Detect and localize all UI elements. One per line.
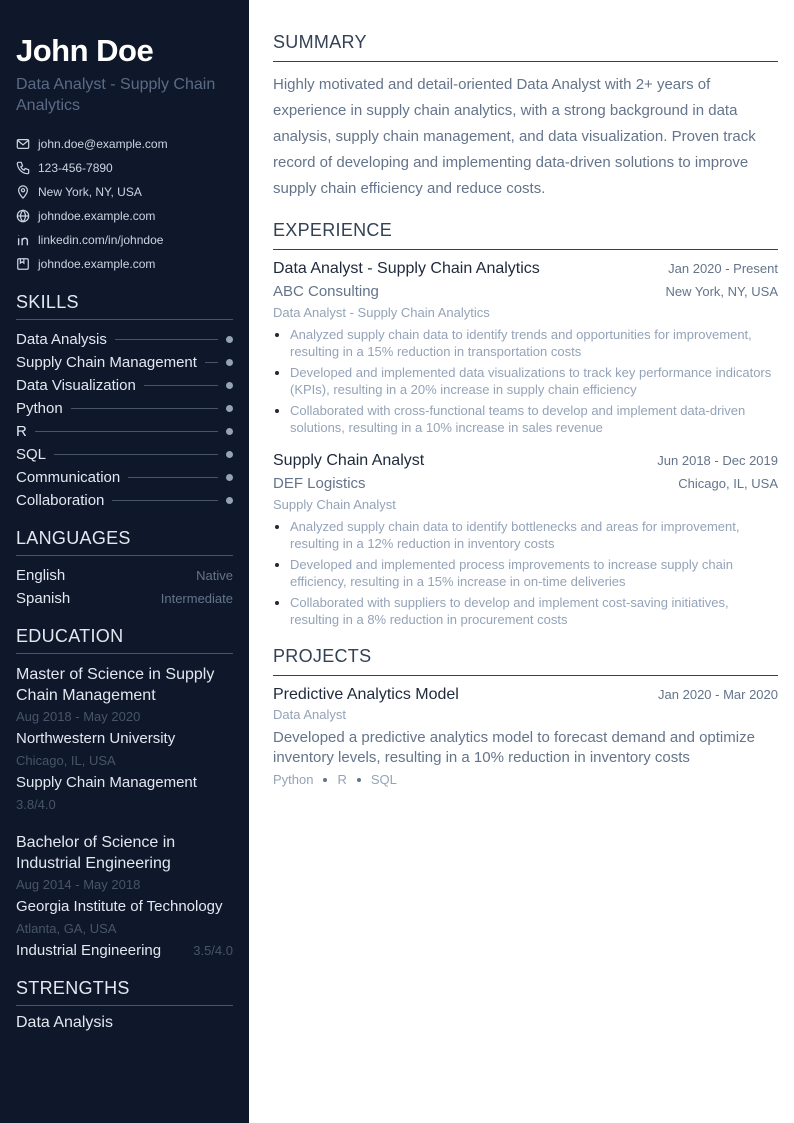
skill-item bbox=[16, 466, 233, 489]
contact-text: 123-456-7890 bbox=[38, 161, 113, 175]
project-tag: Python bbox=[273, 772, 314, 787]
education-dates: Aug 2014 - May 2018 bbox=[16, 877, 141, 892]
tag-separator bbox=[323, 778, 327, 782]
skill-dot bbox=[226, 497, 233, 504]
project-description: Developed a predictive analytics model to forecast demand and optimize inventory levels, resulting in a 10% reduction in inventory costs bbox=[273, 729, 755, 766]
job-bullet: Collaborated with suppliers to develop and implement cost-saving initiatives, resulting in a 8% reduction in procurement costs bbox=[273, 594, 778, 628]
skills-heading: SKILLS bbox=[16, 292, 233, 320]
skill-item bbox=[16, 397, 233, 420]
education-field-row bbox=[16, 940, 233, 962]
job-bullet: Developed and implemented process improvements to increase supply chain efficiency, resulting in a 15% increase in on-time deliveries bbox=[273, 556, 778, 590]
education-degree: Bachelor of Science in Industrial Engineering bbox=[16, 834, 176, 872]
education-field: Industrial Engineering bbox=[16, 942, 162, 959]
experience-entry bbox=[273, 258, 778, 436]
project-tags bbox=[273, 772, 778, 787]
skill-item bbox=[16, 351, 233, 374]
education-degree: Master of Science in Supply Chain Management bbox=[16, 666, 215, 704]
contact-text: john.doe@example.com bbox=[38, 137, 168, 151]
education-heading: EDUCATION bbox=[16, 626, 233, 654]
skill-item bbox=[16, 489, 233, 512]
job-title: Data Analyst - Supply Chain Analytics bbox=[273, 260, 540, 277]
project-entry bbox=[273, 684, 778, 787]
skill-dot bbox=[226, 405, 233, 412]
contact-list bbox=[16, 132, 241, 276]
project-title: Predictive Analytics Model bbox=[273, 686, 459, 703]
phone-icon bbox=[16, 161, 30, 175]
project-dates: Jan 2020 - Mar 2020 bbox=[658, 687, 778, 702]
contact-email[interactable] bbox=[16, 132, 241, 156]
education-gpa: 3.8/4.0 bbox=[16, 797, 56, 812]
contact-text: New York, NY, USA bbox=[38, 185, 142, 199]
job-bullets bbox=[273, 518, 778, 628]
email-icon bbox=[16, 137, 30, 151]
language-level: Native bbox=[196, 568, 233, 583]
job-bullet: Collaborated with cross-functional teams to develop and implement data-driven solutions, resulting in a 10% increase in sales revenue bbox=[273, 402, 778, 436]
main-content bbox=[273, 32, 778, 787]
skill-label: Supply Chain Management bbox=[16, 354, 197, 371]
contact-location bbox=[16, 180, 241, 204]
skill-divider bbox=[128, 477, 218, 478]
projects-heading: PROJECTS bbox=[273, 646, 778, 676]
linkedin-icon bbox=[16, 233, 30, 247]
skill-dot bbox=[226, 336, 233, 343]
skill-divider bbox=[144, 385, 218, 386]
job-location: New York, NY, USA bbox=[665, 284, 778, 299]
education-school: Northwestern University bbox=[16, 730, 176, 747]
education-field: Supply Chain Management bbox=[16, 774, 197, 791]
language-name: English bbox=[16, 567, 66, 584]
summary-section bbox=[273, 32, 778, 202]
contact-website[interactable] bbox=[16, 204, 241, 228]
experience-section bbox=[273, 220, 778, 628]
job-title: Supply Chain Analyst bbox=[273, 452, 425, 469]
candidate-title: Data Analyst - Supply Chain Analytics bbox=[16, 76, 216, 114]
project-role: Data Analyst bbox=[273, 707, 346, 722]
skill-dot bbox=[226, 474, 233, 481]
contact-text: linkedin.com/in/johndoe bbox=[38, 233, 164, 247]
skill-label: Data Analysis bbox=[16, 331, 107, 348]
skill-divider bbox=[112, 500, 218, 501]
skills-list bbox=[16, 328, 241, 512]
education-location: Atlanta, GA, USA bbox=[16, 921, 117, 936]
skill-divider bbox=[71, 408, 218, 409]
candidate-name: John Doe bbox=[16, 33, 154, 68]
education-dates: Aug 2018 - May 2020 bbox=[16, 709, 141, 724]
education-entry bbox=[16, 664, 233, 816]
skill-item bbox=[16, 328, 233, 351]
strength-item: Data Analysis bbox=[16, 1014, 113, 1031]
job-subtitle: Data Analyst - Supply Chain Analytics bbox=[273, 305, 490, 320]
location-icon bbox=[16, 185, 30, 199]
skill-label: Python bbox=[16, 400, 63, 417]
skill-item bbox=[16, 374, 233, 397]
language-level: Intermediate bbox=[160, 591, 233, 606]
education-gpa: 3.5/4.0 bbox=[193, 943, 233, 958]
skill-divider bbox=[205, 362, 218, 363]
contact-linkedin[interactable] bbox=[16, 228, 241, 252]
contact-portfolio[interactable] bbox=[16, 252, 241, 276]
language-item bbox=[16, 587, 233, 610]
languages-heading: LANGUAGES bbox=[16, 528, 233, 556]
experience-heading: EXPERIENCE bbox=[273, 220, 778, 250]
skill-divider bbox=[115, 339, 218, 340]
skill-divider bbox=[35, 431, 218, 432]
skill-label: R bbox=[16, 423, 27, 440]
skill-dot bbox=[226, 382, 233, 389]
skill-dot bbox=[226, 451, 233, 458]
job-company: DEF Logistics bbox=[273, 475, 366, 492]
skill-divider bbox=[54, 454, 218, 455]
skill-dot bbox=[226, 359, 233, 366]
job-subtitle: Supply Chain Analyst bbox=[273, 497, 396, 512]
skill-label: SQL bbox=[16, 446, 47, 463]
job-bullet: Analyzed supply chain data to identify trends and opportunities for improvement, resulting in a 15% reduction in transportation costs bbox=[273, 326, 778, 360]
skill-label: Data Visualization bbox=[16, 377, 136, 394]
skill-dot bbox=[226, 428, 233, 435]
contact-phone[interactable] bbox=[16, 156, 241, 180]
experience-entry bbox=[273, 450, 778, 628]
project-tag: SQL bbox=[370, 772, 397, 787]
job-location: Chicago, IL, USA bbox=[678, 476, 778, 491]
summary-heading: SUMMARY bbox=[273, 32, 778, 62]
project-tag: R bbox=[337, 772, 347, 787]
language-name: Spanish bbox=[16, 590, 71, 607]
education-school: Georgia Institute of Technology bbox=[16, 898, 223, 915]
education-entry bbox=[16, 832, 233, 962]
skill-label: Communication bbox=[16, 469, 121, 486]
job-bullet: Analyzed supply chain data to identify bottlenecks and areas for improvement, resulting in a 12% reduction in inventory costs bbox=[273, 518, 778, 552]
skill-item bbox=[16, 420, 233, 443]
education-location: Chicago, IL, USA bbox=[16, 753, 116, 768]
languages-list bbox=[16, 564, 241, 610]
portfolio-icon bbox=[16, 257, 30, 271]
strengths-heading: STRENGTHS bbox=[16, 978, 233, 1006]
summary-text: Highly motivated and detail-oriented Data Analyst with 2+ years of experience in supply chain analytics, with a strong background in data analysis, supply chain management, and data visualization. Proven track record of developing and implementing data-driven solutions to improve supply chain efficiency and reduce costs. bbox=[273, 76, 756, 197]
language-item bbox=[16, 564, 233, 587]
job-dates: Jan 2020 - Present bbox=[668, 261, 778, 276]
projects-section bbox=[273, 646, 778, 787]
sidebar bbox=[0, 0, 249, 1123]
tag-separator bbox=[357, 778, 361, 782]
job-bullet: Developed and implemented data visualizations to track key performance indicators (KPIs), resulting in a 20% increase in supply chain efficiency bbox=[273, 364, 778, 398]
job-company: ABC Consulting bbox=[273, 283, 379, 300]
skill-item bbox=[16, 443, 233, 466]
contact-text: johndoe.example.com bbox=[38, 209, 156, 223]
job-bullets bbox=[273, 326, 778, 436]
globe-icon bbox=[16, 209, 30, 223]
job-dates: Jun 2018 - Dec 2019 bbox=[657, 453, 778, 468]
skill-label: Collaboration bbox=[16, 492, 105, 509]
contact-text: johndoe.example.com bbox=[38, 257, 156, 271]
